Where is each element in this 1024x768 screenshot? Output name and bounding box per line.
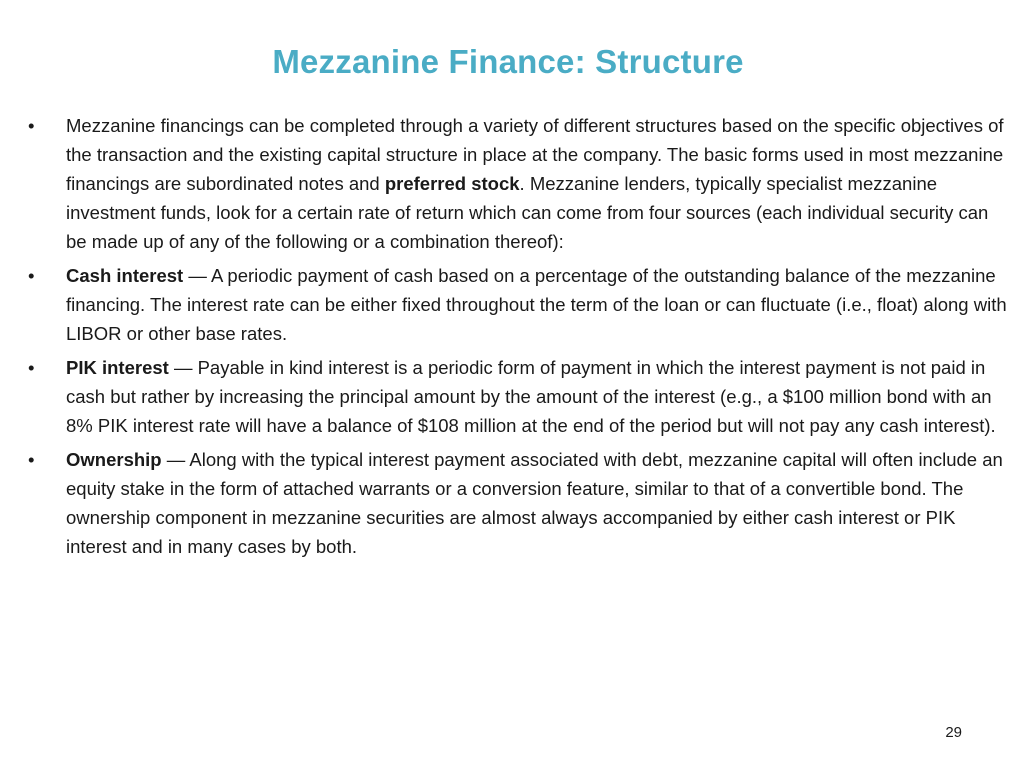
bullet-text	[66, 353, 1014, 440]
bullet-intro-text: Mezzanine financings can be completed through a variety of different structures based on the specific objectives of the transaction and the existing capital structure in place at the company. The basic forms used in most mezzanine financings are subordinated notes and	[66, 115, 1004, 194]
bullet-item-pik-interest	[28, 353, 1014, 440]
bullet-marker: •	[28, 449, 35, 470]
bullet-rest-text: . Mezzanine lenders, typically specialist mezzanine investment funds, look for a certain rate of return which can come from four sources (each individual security can be made up of any of the following or a combination thereof):	[66, 173, 989, 252]
bullet-rest-text: — A periodic payment of cash based on a percentage of the outstanding balance of the mezzanine financing. The interest rate can be either fixed throughout the term of the loan or can fluctuate (i.e., float) along with LIBOR or other base rates.	[66, 265, 1007, 344]
bullet-item-ownership	[28, 445, 1014, 561]
bullet-text	[66, 111, 1014, 256]
bullet-marker: •	[28, 357, 35, 378]
slide-title: Mezzanine Finance: Structure	[272, 43, 744, 80]
bullet-bold-term: PIK interest	[66, 357, 169, 378]
bullet-bold-term: Ownership	[66, 449, 162, 470]
bullet-item-cash-interest	[28, 261, 1014, 348]
bullet-text	[66, 261, 1014, 348]
bullet-rest-text: — Payable in kind interest is a periodic form of payment in which the interest payment is not paid in cash but rather by increasing the principal amount by the amount of the interest (e.g., a $100 million bond with an 8% PIK interest rate will have a balance of $108 million at the end of the period but will not pay any cash interest).	[66, 357, 996, 436]
bullet-marker: •	[28, 115, 35, 136]
bullet-text	[66, 445, 1014, 561]
bullet-bold-term: Cash interest	[66, 265, 184, 286]
bullet-list	[28, 111, 1014, 566]
bullet-item-overview	[28, 111, 1014, 256]
bullet-rest-text: — Along with the typical interest payment associated with debt, mezzanine capital will often include an equity stake in the form of attached warrants or a conversion feature, similar to that of a convertible bond. The ownership component in mezzanine securities are almost always accompanied by either cash interest or PIK interest and in many cases by both.	[66, 449, 1003, 557]
page-number: 29	[945, 724, 962, 741]
bullet-bold-term: preferred stock	[384, 173, 520, 194]
bullet-marker: •	[28, 265, 35, 286]
